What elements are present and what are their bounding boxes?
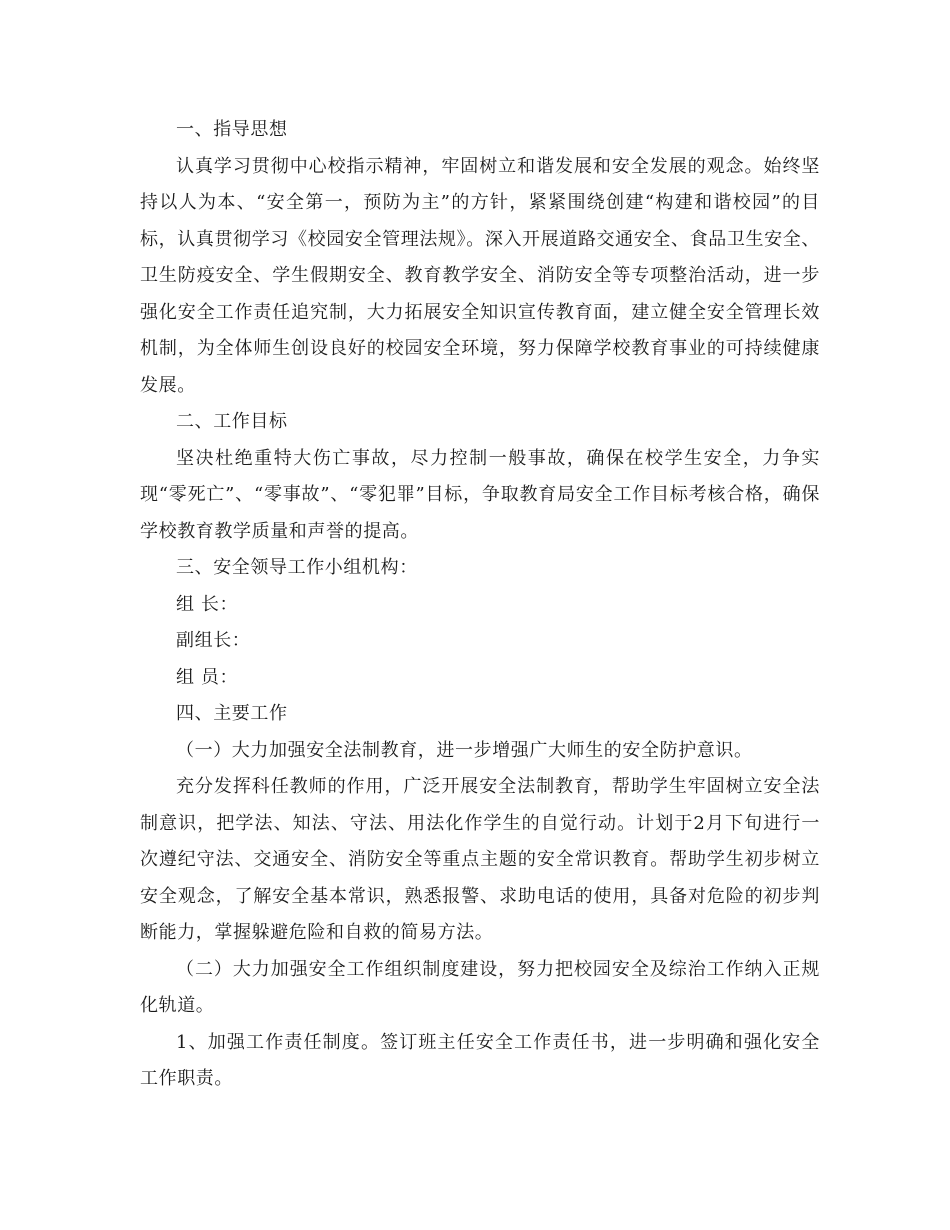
section-heading-guiding-ideology: 一、指导思想 bbox=[176, 119, 288, 140]
paragraph-guiding-ideology: 认真学习贯彻中心校指示精神，牢固树立和谐发展和安全发展的观念。始终坚持以人为本、“安全第一，预防为主”的方针，紧紧围绕创建“构建和谐校园”的目标，认真贯彻学习《校园安全管理法规》。深入开展道路交通安全、食品卫生安全、卫生防疫安全、学生假期安全、教育教学安全、消防安全等专项整治活动，进一步强化安全工作责任追究制，大力拓展安全知识宣传教育面，建立健全安全管理长效机制，为全体师生创设良好的校园安全环境，努力保障学校教育事业的可持续健康发展。 bbox=[140, 155, 820, 396]
paragraph-legal-education: 充分发挥科任教师的作用，广泛开展安全法制教育，帮助学生牢固树立安全法制意识，把学法、知法、守法、用法化作学生的自觉行动。计划于2月下旬进行一次遵纪守法、交通安全、消防安全等重点主题的安全常识教育。帮助学生初步树立安全观念，了解安全基本常识，熟悉报警、求助电话的使用，具备对危险的初步判断能力，掌握躲避危险和自救的简易方法。 bbox=[140, 776, 820, 943]
group-member-line: 组 员： bbox=[176, 666, 239, 688]
section-heading-leadership-group: 三、安全领导工作小组机构： bbox=[176, 557, 418, 578]
document-body bbox=[140, 112, 820, 1098]
group-leader-line: 组 长： bbox=[176, 593, 239, 615]
section-heading-main-work: 四、主要工作 bbox=[176, 703, 288, 724]
paragraph-responsibility-system: 1、加强工作责任制度。签订班主任安全工作责任书，进一步明确和强化安全工作职责。 bbox=[140, 1031, 820, 1089]
section-heading-work-goals: 二、工作目标 bbox=[176, 411, 288, 432]
subheading-legal-education: （一）大力加强安全法制教育，进一步增强广大师生的安全防护意识。 bbox=[176, 739, 753, 761]
paragraph-work-goals: 坚决杜绝重特大伤亡事故，尽力控制一般事故，确保在校学生安全，力争实现“零死亡”、“零事故”、“零犯罪”目标，争取教育局安全工作目标考核合格，确保学校教育教学质量和声誉的提高。 bbox=[140, 447, 820, 542]
deputy-leader-line: 副组长： bbox=[176, 630, 251, 651]
subheading-system-construction: （二）大力加强安全工作组织制度建设，努力把校园安全及综治工作纳入正规化轨道。 bbox=[140, 958, 820, 1016]
